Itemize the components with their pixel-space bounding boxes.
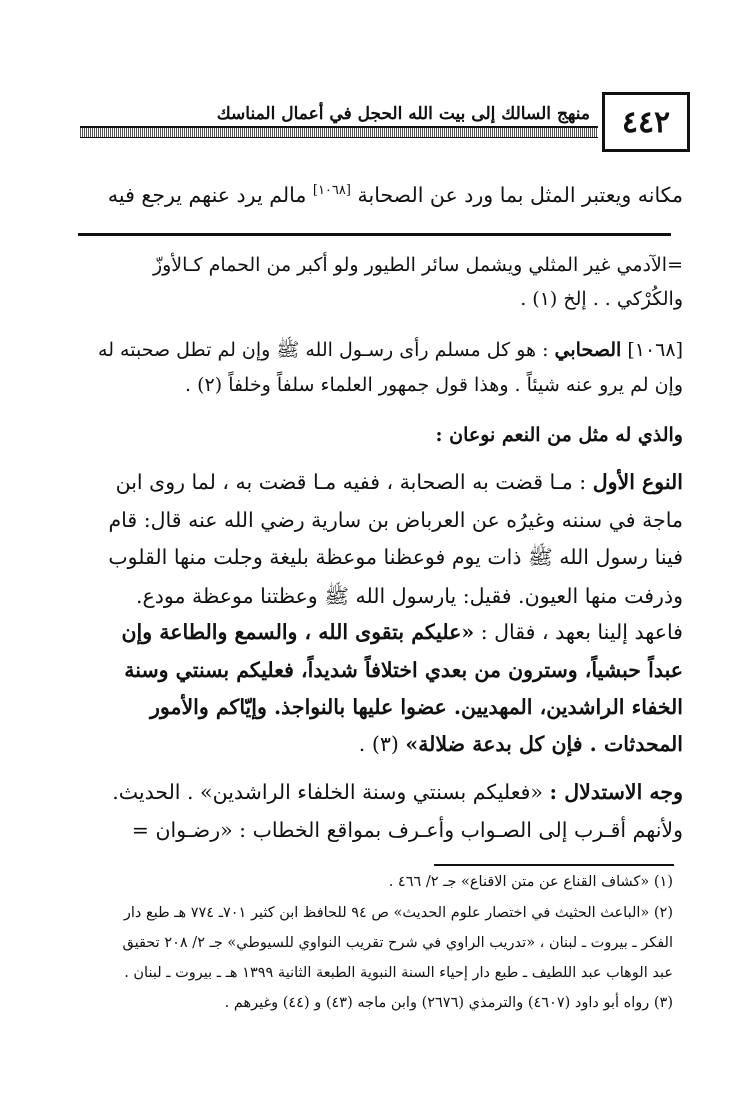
- reference-marker: [١٠٦٨]: [627, 339, 683, 361]
- evidence-label: وجه الاستدلال :: [549, 780, 683, 804]
- footnote-2-line-2: الفكر ـ بيروت ـ لبنان ، «تدريب الراوي في شرح تقريب النواوي للسيوطي» جـ ٢/ ٢٠٨ تحقيق: [122, 935, 673, 951]
- type-one-text: (٣) .: [358, 732, 399, 756]
- hadith-quote: «عليكم بتقوى الله ، والسمع والطاعة وإن: [121, 620, 475, 644]
- main-text-segment: مالم يرد عنهم يرجع فيه: [107, 183, 307, 207]
- type-one-line-1: [78, 470, 683, 494]
- page-header: [80, 92, 690, 154]
- type-one-line-4: وذرفت منها العيون. فقيل: يارسول الله ﷺ وعظتنا موعظة مودع.: [136, 584, 683, 608]
- type-one-line-6: عبداً حبشياً، وسترون من بعدي اختلافاً شديداً، فعليكم بسنتي وسنة: [124, 658, 683, 682]
- main-text-line-1: [78, 183, 683, 207]
- continuation-line-2: والكُرْكي . . إلخ (١) .: [520, 288, 683, 310]
- type-one-line-2: ماجة في سننه وغيرُه عن العرباض بن سارية رضي الله عنه قال: قام: [108, 508, 683, 532]
- definition-text: : هو كل مسلم رأى رسـول الله ﷺ وإن لم تطل صحبته له: [98, 339, 549, 361]
- evidence-text: «فعليكم بسنتي وسنة الخلفاء الراشدين» . الحديث.: [112, 780, 543, 804]
- footnote-2-line-3: عبد الوهاب عبد اللطيف ـ طبع دار إحياء السنة النبوية الطبعة الثانية ١٣٩٩ هـ ـ بيروت ـ لبنان .: [124, 965, 673, 981]
- footnote-2-line-1: (٢) «الباعث الحثيث في اختصار علوم الحديث» ص ٩٤ للحافظ ابن كثير ٧٠١ـ ٧٧٤ هـ طبع دار: [123, 905, 673, 921]
- section-divider: [78, 233, 671, 236]
- main-text-segment: مكانه ويعتبر المثل بما ورد عن الصحابة: [357, 183, 683, 207]
- footnote-divider: [434, 864, 674, 866]
- definition-line-1: [78, 338, 683, 366]
- evidence-line-2: ولأنهم أقـرب إلى الصـواب وأعـرف بمواقع الخطاب : «رضـوان =: [131, 818, 683, 842]
- type-one-line-8: [78, 732, 683, 756]
- reference-marker: [١٠٦٨]: [312, 183, 351, 199]
- type-one-text: فاعهد إلينا بعهد ، فقال :: [480, 620, 683, 644]
- running-title: منهج السالك إلى بيت الله الحجل في أعمال المناسك: [216, 104, 590, 124]
- header-rule: [80, 126, 598, 138]
- hadith-quote: المحدثات . فإن كل بدعة ضلالة»: [405, 732, 683, 756]
- type-one-line-3: فينا رسول الله ﷺ ذات يوم فوعظنا موعظة بليغة وجلت منها القلوب: [108, 545, 683, 569]
- type-one-text: : مـا قضت به الصحابة ، ففيه مـا قضت به ، لما روى ابن: [115, 470, 587, 494]
- definition-term: الصحابي: [554, 339, 622, 361]
- evidence-line-1: [78, 780, 683, 804]
- footnote-3: (٣) رواه أبو داود (٤٦٠٧) والترمذي (٢٦٧٦) وابن ماجه (٤٣) و (٤٤) وغيرهم .: [224, 995, 673, 1011]
- continuation-line-1: =الآدمي غير المثلي ويشمل سائر الطيور ولو أكبر من الحمام كـالأوزّ: [152, 254, 683, 276]
- footnote-1: (١) «كشاف القناع عن متن الاقناع» جـ ٢/ ٤٦٦ .: [388, 874, 673, 890]
- definition-line-2: وإن لم يرو عنه شيئاً . وهذا قول جمهور العلماء سلفاً وخلفاً (٢) .: [185, 374, 683, 396]
- type-one-line-7: الخفاء الراشدين، المهديين. عضوا عليها بالنواجذ. وإيّاكم والأمور: [150, 695, 683, 719]
- section-heading: والذي له مثل من النعم نوعان :: [435, 424, 683, 446]
- page-number: ٤٤٢: [602, 92, 690, 152]
- type-one-label: النوع الأول: [592, 470, 683, 494]
- type-one-line-5: [78, 620, 683, 644]
